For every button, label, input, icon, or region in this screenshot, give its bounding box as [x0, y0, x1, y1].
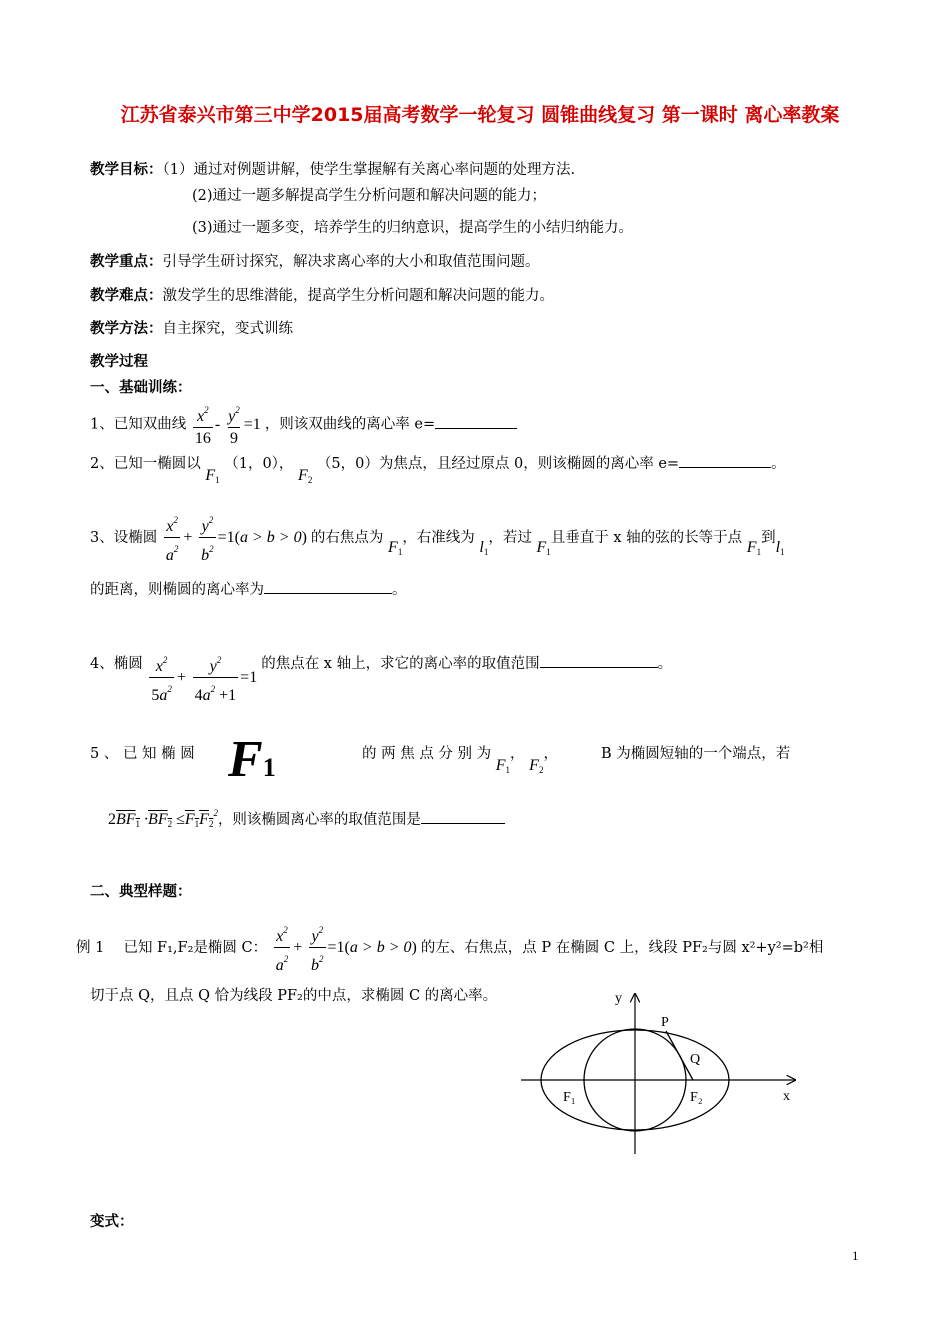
goal-1: （1）通过对例题讲解，使学生掌握解有关离心率问题的处理方法.	[162, 162, 576, 178]
l1-symbol: $l_1$	[479, 539, 489, 558]
q5-comma: ，	[510, 746, 525, 762]
f2-symbol: $F_2$	[298, 467, 313, 485]
question-2	[90, 452, 786, 485]
f1-large-symbol: F1	[228, 731, 276, 788]
q5-line2: ，则该椭圆离心率的取值范围是	[217, 812, 421, 828]
q3-end: 。	[392, 582, 407, 598]
question-3	[90, 510, 785, 567]
q4-end: 。	[657, 656, 673, 673]
ex1-formula: $\frac{x^2}{a^2}$ + $\frac{y^2}{b^2}$ =1(a > b > 0)	[272, 939, 421, 956]
variant-heading: 变式：	[90, 1214, 134, 1230]
q5-post: B 为椭圆短轴的一个端点，若	[601, 746, 791, 762]
key-point	[90, 250, 540, 271]
label-q: Q	[690, 1052, 701, 1067]
f2-symbol: $F_2$	[529, 757, 544, 775]
l1-symbol: $l_1$	[775, 539, 785, 558]
q4-text: 的焦点在 x 轴上，求它的离心率的取值范围	[261, 656, 540, 673]
q3-prefix: 3、设椭圆	[90, 530, 158, 547]
q5-comma: ，	[543, 746, 558, 762]
q3-text-d: 且垂直于 x 轴的弦的长等于点	[550, 530, 743, 547]
label-p: P	[661, 1015, 669, 1030]
difficulty-label: 教学难点：	[90, 288, 163, 304]
answer-blank	[421, 809, 505, 824]
q3-text-e: 到	[761, 530, 776, 547]
question-4	[90, 636, 673, 704]
key-point-text: 引导学生研讨探究，解决求离心率的大小和取值范围问题。	[162, 254, 540, 270]
section2-heading: 二、典型样题：	[90, 884, 192, 900]
key-point-label: 教学重点：	[90, 254, 163, 270]
question-5-text	[362, 742, 558, 775]
goal-2: (2)通过一题多解提高学生分析问题和解决问题的能力；	[192, 188, 547, 204]
document-title: 江苏省泰兴市第三中学2015届高考数学一轮复习 圆锥曲线复习 第一课时 离心率教案	[120, 104, 840, 126]
f1-symbol: $F_1$	[495, 757, 511, 775]
q2-f1-coord: （1，0），	[224, 456, 294, 472]
process-heading: 教学过程	[90, 354, 148, 370]
q2-text: （5，0）为焦点，且经过原点 0，则该椭圆的离心率 e=	[316, 456, 680, 472]
f1-symbol: $F_1$	[205, 467, 220, 485]
q4-formula: $\frac{x^2}{5a^2}$ + $\frac{y^2}{4a^2 +1}$ =1	[147, 669, 261, 686]
answer-blank	[264, 579, 392, 594]
question-5	[90, 742, 195, 763]
label-f2: F₂	[690, 1090, 703, 1105]
answer-blank	[679, 453, 771, 468]
q4-prefix: 4、椭圆	[90, 656, 143, 673]
ex1-prefix: 例 1 已知 F₁,F₂是椭圆 C：	[76, 940, 268, 957]
q1-prefix: 1、已知双曲线	[90, 416, 187, 433]
ex1-text: 的左、右焦点，点 P 在椭圆 C 上，线段 PF₂与圆 x²+y²=b²相	[420, 940, 824, 957]
answer-blank	[435, 414, 517, 429]
q2-prefix: 2、已知一椭圆以	[90, 456, 201, 472]
question-3-line-2	[90, 578, 407, 599]
q1-formula: $\frac{x^2}{16}$ - $\frac{y^2}{9}$ =1	[191, 416, 265, 433]
method-label: 教学方法：	[90, 321, 163, 337]
q1-suffix: ，则该双曲线的离心率 e=	[264, 416, 436, 433]
question-5-line-2	[108, 808, 505, 829]
f1-symbol: $F_1$	[388, 539, 403, 558]
q2-end: 。	[771, 456, 786, 472]
example-1-line-2: 切于点 Q，且点 Q 恰为线段 PF₂的中点，求椭圆 C 的离心率。	[90, 988, 498, 1004]
goal-3: (3)通过一题多变，培养学生的归纳意识，提高学生的小结归纳能力。	[192, 220, 634, 236]
method	[90, 317, 293, 338]
q3-line2: 的距离，则椭圆的离心率为	[90, 582, 264, 598]
q3-text-b: ，右准线为	[402, 530, 475, 547]
label-x: x	[783, 1089, 790, 1104]
q5-inequality: $2BF_1 \cdot BF_2 \le F_1F_2^2$	[108, 808, 218, 829]
answer-blank	[540, 653, 658, 668]
ellipse-figure	[515, 986, 805, 1161]
question-1	[90, 400, 517, 450]
method-text: 自主探究，变式训练	[162, 321, 293, 337]
page-number: 1	[852, 1248, 859, 1263]
q5-mid: 的 两 焦 点 分 别 为	[362, 746, 492, 762]
f1-symbol: $F_1$	[536, 539, 551, 558]
label-f1: F₁	[563, 1090, 576, 1105]
section1-heading: 一、基础训练：	[90, 380, 192, 396]
f1-symbol: $F_1$	[746, 539, 762, 558]
goals-line-1	[90, 158, 575, 179]
difficulty-text: 激发学生的思维潜能，提高学生分析问题和解决问题的能力。	[162, 288, 554, 304]
goals-label: 教学目标：	[90, 162, 163, 178]
example-1	[76, 920, 823, 977]
label-y: y	[615, 991, 622, 1006]
q5-prefix: 5 、 已 知 椭 圆	[90, 746, 195, 762]
q3-formula: $\frac{x^2}{a^2}$ + $\frac{y^2}{b^2}$ =1(a > b > 0)	[162, 529, 311, 546]
q3-text-c: ，若过	[488, 530, 532, 547]
q3-text-a: 的右焦点为	[310, 530, 384, 547]
difficulty	[90, 284, 554, 305]
